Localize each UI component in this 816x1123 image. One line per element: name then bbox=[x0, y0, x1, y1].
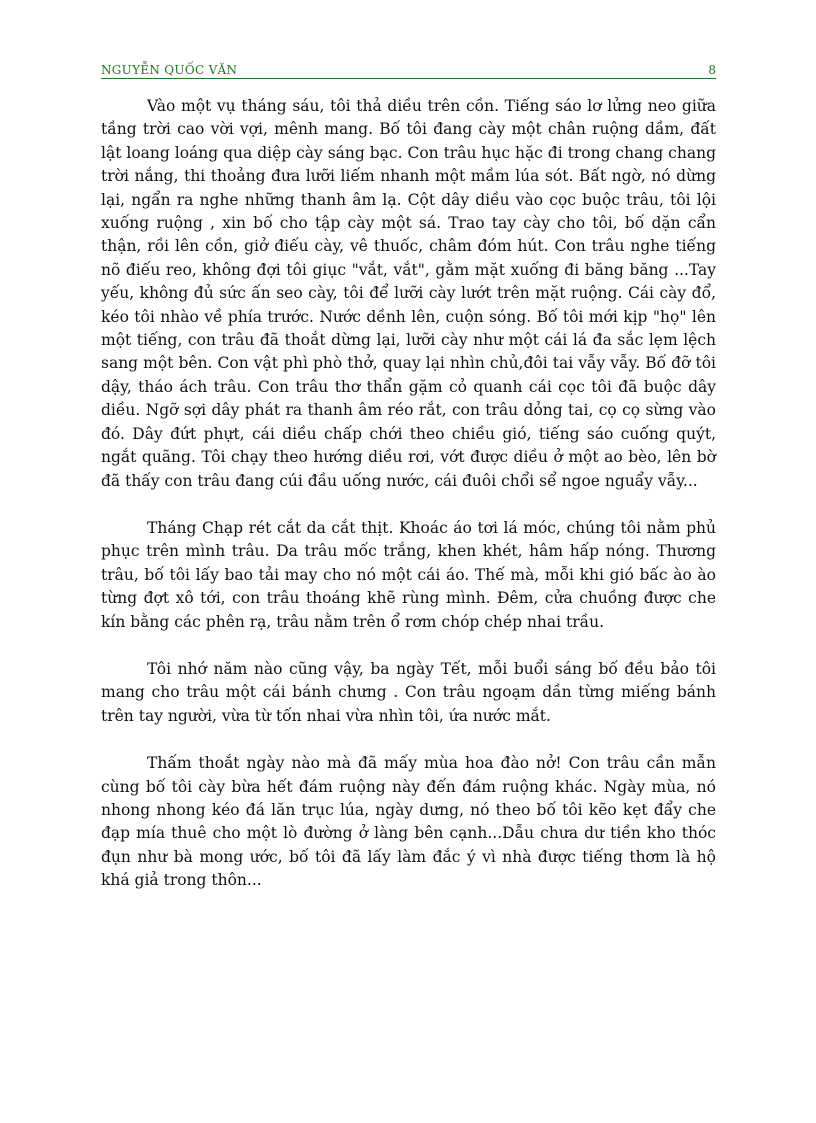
paragraph: Vào một vụ tháng sáu, tôi thả diều trên cồn. Tiếng sáo lơ lửng neo giữa tầng trời cao vời vợi, mênh mang. Bố tôi đang cày một chân ruộng dầm, đất lật loang loáng qua diệp cày sáng bạc. Con trâu hục hặc đi trong chang chang trời nắng, thi thoảng đưa lưỡi liếm nhanh một mầm lúa sót. Bất ngờ, nó dừng lại, ngẩn ra nghe những thanh âm lạ. Cột dây diều vào cọc buộc trâu, tôi lội xuống ruộng , xin bố cho tập cày một sá. Trao tay cày cho tôi, bố dặn cẩn thận, rồi lên cồn, giở điếu cày, vê thuốc, châm đóm hút. Con trâu nghe tiếng nõ điếu reo, không đợi tôi giục "vắt, vắt", gằm mặt xuống đi băng băng ...Tay yếu, không đủ sức ấn seo cày, tôi để lưỡi cày lướt trên mặt ruộng. Cái cày đổ, kéo tôi nhào về phía trước. Nước dềnh lên, cuộn sóng. Bố tôi mới kịp "họ" lên một tiếng, con trâu đã thoắt dừng lại, lưỡi cày như một cái lá đa sắc lẹm lệch sang một bên. Con vật phì phò thở, quay lại nhìn chủ,đôi tai vẫy vẫy. Bố đỡ tôi dậy, tháo ách trâu. Con trâu thơ thẩn gặm cỏ quanh cái cọc tôi đã buộc dây diều. Ngỡ sợi dây phát ra thanh âm réo rắt, con trâu dỏng tai, cọ cọ sừng vào đó. Dây đứt phựt, cái diều chấp chới theo chiều gió, tiếng sáo cuống quýt, ngắt quãng. Tôi chạy theo hướng diều rơi, vớt được diều ở một ao bèo, lên bờ đã thấy con trâu đang cúi đầu uống nước, cái đuôi chổi sể ngoe nguẩy vẫy... bbox=[101, 97, 716, 490]
body-text bbox=[101, 95, 716, 917]
paragraph: Tháng Chạp rét cắt da cắt thịt. Khoác áo tơi lá móc, chúng tôi nằm phủ phục trên mình trâu. Da trâu mốc trắng, khen khét, hâm hấp nóng. Thương trâu, bố tôi lấy bao tải may cho nó một cái áo. Thế mà, mỗi khi gió bấc ào ào từng đợt xô tới, con trâu thoáng khẽ rùng mình. Đêm, cửa chuồng được che kín bằng các phên rạ, trâu nằm trên ổ rơm chóp chép nhai trầu. bbox=[101, 518, 716, 631]
paragraph: Tôi nhớ năm nào cũng vậy, ba ngày Tết, mỗi buổi sáng bố đều bảo tôi mang cho trâu một cái bánh chưng . Con trâu ngoạm dần từng miếng bánh trên tay người, vừa từ tốn nhai vừa nhìn tôi, ứa nước mắt. bbox=[101, 659, 716, 725]
running-header bbox=[101, 62, 716, 79]
paragraph: Thấm thoắt ngày nào mà đã mấy mùa hoa đào nở! Con trâu cần mẫn cùng bố tôi cày bừa hết đám ruộng này đến đám ruộng khác. Ngày mùa, nó nhong nhong kéo đá lăn trục lúa, ngày dưng, nó theo bố tôi kẽo kẹt đẩy che đạp mía thuê cho một lò đường ở làng bên cạnh...Dẫu chưa dư tiền kho thóc đụn như bà mong ước, bố tôi đã lấy làm đắc ý vì nhà được tiếng thơm là hộ khá giả trong thôn... bbox=[101, 754, 716, 890]
page-number: 8 bbox=[708, 63, 716, 77]
header-author: NGUYỄN QUỐC VĂN bbox=[101, 63, 238, 77]
